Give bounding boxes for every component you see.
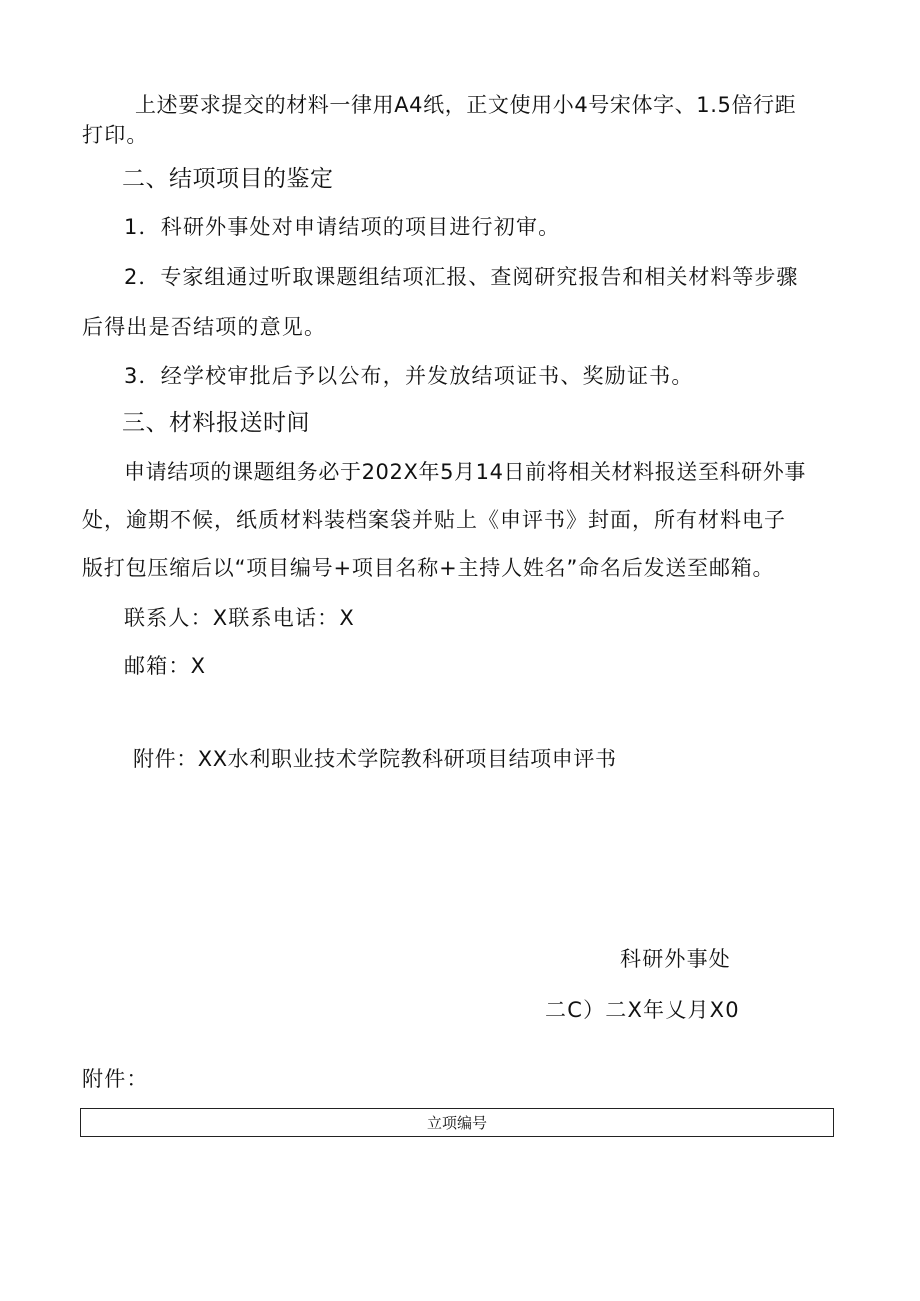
format-requirement-line1: 上述要求提交的材料一律用A4纸，正文使用小4号宋体字、1.5倍行距 xyxy=(135,93,797,117)
signature-date: 二C）二X年乂月X0 xyxy=(545,998,740,1022)
email-line: 邮箱：X xyxy=(124,654,207,678)
project-number-label: 立项编号 xyxy=(426,1115,487,1132)
section3-para-line2: 处，逾期不候，纸质材料装档案袋并贴上《申评书》封面，所有材料电子 xyxy=(82,508,786,532)
contact-line: 联系人：X联系电话：X xyxy=(124,606,355,630)
section2-item2-line1: 2．专家组通过听取课题组结项汇报、查阅研究报告和相关材料等步骤 xyxy=(124,265,799,289)
section3-para-line1: 申请结项的课题组务必于202X年5月14日前将相关材料报送至科研外事 xyxy=(124,460,806,484)
attachment-label: 附件： xyxy=(82,1067,149,1091)
format-requirement-line2: 打印。 xyxy=(82,123,149,147)
section2-heading: 二、结项项目的鉴定 xyxy=(122,166,334,192)
signature-office: 科研外事处 xyxy=(620,947,731,971)
section2-item3: 3．经学校审批后予以公布，并发放结项证书、奖励证书。 xyxy=(124,364,694,388)
attachment-note: 附件：XX水利职业技术学院教科研项目结项申评书 xyxy=(133,747,617,771)
section3-heading: 三、材料报送时间 xyxy=(122,410,310,436)
section2-item2-line2: 后得出是否结项的意见。 xyxy=(82,315,327,339)
section3-para-line3: 版打包压缩后以“项目编号+项目名称+主持人姓名”命名后发送至邮箱。 xyxy=(82,556,775,580)
section2-item1: 1．科研外事处对申请结项的项目进行初审。 xyxy=(124,215,561,239)
attachment-table-header-cell xyxy=(80,1108,834,1137)
